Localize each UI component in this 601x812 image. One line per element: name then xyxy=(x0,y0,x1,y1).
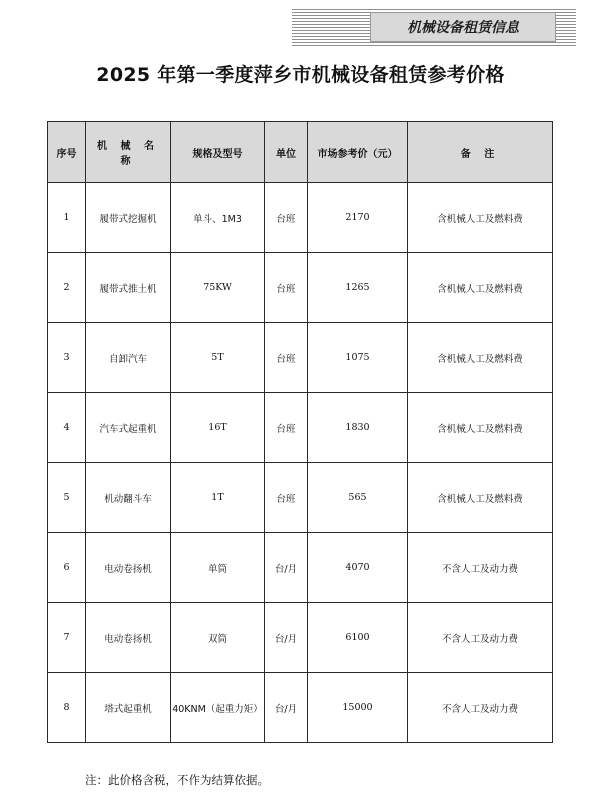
cell-price: 1830 xyxy=(308,393,408,463)
cell-remark: 不含人工及动力费 xyxy=(408,603,553,673)
cell-unit: 台/月 xyxy=(265,603,308,673)
cell-price: 4070 xyxy=(308,533,408,603)
cell-remark: 不含人工及动力费 xyxy=(408,533,553,603)
cell-remark: 含机械人工及燃料费 xyxy=(408,183,553,253)
cell-remark: 含机械人工及燃料费 xyxy=(408,323,553,393)
table-row xyxy=(48,533,553,603)
cell-price: 1265 xyxy=(308,253,408,323)
cell-name: 电动卷扬机 xyxy=(86,603,171,673)
cell-unit: 台班 xyxy=(265,393,308,463)
cell-spec: 1T xyxy=(171,463,265,533)
cell-spec: 16T xyxy=(171,393,265,463)
cell-name: 履带式挖掘机 xyxy=(86,183,171,253)
cell-name: 塔式起重机 xyxy=(86,673,171,743)
cell-name: 电动卷扬机 xyxy=(86,533,171,603)
cell-price: 6100 xyxy=(308,603,408,673)
cell-no: 1 xyxy=(48,183,86,253)
cell-spec: 单筒 xyxy=(171,533,265,603)
col-header-name: 机 械 名 称 xyxy=(86,122,171,183)
table-row xyxy=(48,323,553,393)
cell-price: 1075 xyxy=(308,323,408,393)
cell-name: 汽车式起重机 xyxy=(86,393,171,463)
cell-no: 3 xyxy=(48,323,86,393)
footnote: 注：此价格含税，不作为结算依据。 xyxy=(85,773,269,787)
table-row xyxy=(48,603,553,673)
section-tag: 机械设备租赁信息 xyxy=(370,12,556,42)
cell-spec: 40KNM（起重力矩） xyxy=(171,673,265,743)
cell-unit: 台/月 xyxy=(265,673,308,743)
cell-no: 4 xyxy=(48,393,86,463)
col-header-unit: 单位 xyxy=(265,122,308,183)
cell-remark: 含机械人工及燃料费 xyxy=(408,393,553,463)
cell-price: 2170 xyxy=(308,183,408,253)
cell-name: 履带式推土机 xyxy=(86,253,171,323)
cell-spec: 5T xyxy=(171,323,265,393)
cell-spec: 单斗、1M3 xyxy=(171,183,265,253)
cell-remark: 含机械人工及燃料费 xyxy=(408,463,553,533)
cell-name: 机动翻斗车 xyxy=(86,463,171,533)
table-row xyxy=(48,463,553,533)
cell-unit: 台班 xyxy=(265,323,308,393)
cell-price: 15000 xyxy=(308,673,408,743)
cell-unit: 台班 xyxy=(265,253,308,323)
page-title: 2025 年第一季度萍乡市机械设备租赁参考价格 xyxy=(96,64,505,86)
table-row xyxy=(48,253,553,323)
cell-price: 565 xyxy=(308,463,408,533)
cell-name: 自卸汽车 xyxy=(86,323,171,393)
col-header-remark: 备 注 xyxy=(408,122,553,183)
cell-no: 7 xyxy=(48,603,86,673)
cell-remark: 不含人工及动力费 xyxy=(408,673,553,743)
table-row xyxy=(48,183,553,253)
price-table xyxy=(47,121,553,743)
cell-unit: 台/月 xyxy=(265,533,308,603)
cell-no: 5 xyxy=(48,463,86,533)
cell-spec: 75KW xyxy=(171,253,265,323)
col-header-price: 市场参考价（元） xyxy=(308,122,408,183)
cell-no: 2 xyxy=(48,253,86,323)
cell-unit: 台班 xyxy=(265,463,308,533)
table-row xyxy=(48,673,553,743)
cell-remark: 含机械人工及燃料费 xyxy=(408,253,553,323)
table-header-row xyxy=(48,122,553,183)
cell-no: 8 xyxy=(48,673,86,743)
cell-no: 6 xyxy=(48,533,86,603)
col-header-spec: 规格及型号 xyxy=(171,122,265,183)
cell-spec: 双筒 xyxy=(171,603,265,673)
cell-unit: 台班 xyxy=(265,183,308,253)
table-row xyxy=(48,393,553,463)
col-header-no: 序号 xyxy=(48,122,86,183)
